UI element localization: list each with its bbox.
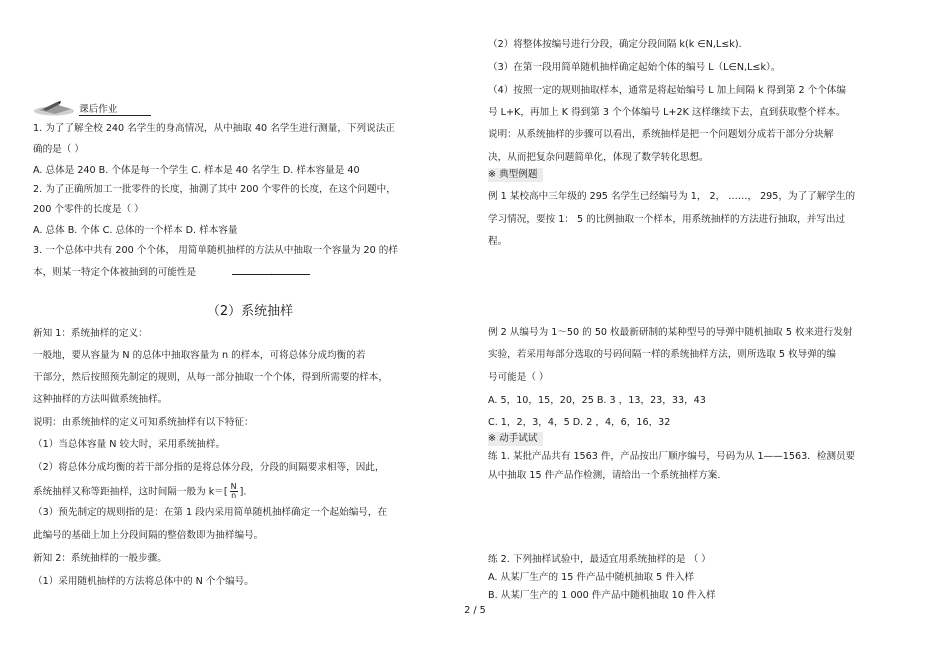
step-line: 号 L+K，再加上 K 得到第 3 个个体编号 L+2K 这样继续下去，直到获取整个样本。	[488, 107, 846, 118]
practice-line: 练 2. 下列抽样试验中，最适宜用系统抽样的是 （ ）	[488, 554, 711, 565]
homework-line: 2. 为了正确所加工一批零件的长度，抽測了其中 200 个零件的长度，在这个问题中，	[33, 184, 396, 195]
step-line: （4）按照一定的规则抽取样本，通常是将起始编号 L 加上间隔 k 得到第 2 个个体编	[488, 85, 846, 96]
fraction	[230, 483, 238, 500]
page-number: 2 / 5	[464, 605, 486, 616]
homework-line: A. 总体 B. 个体 C. 总体的一个样本 D. 样本容量	[33, 225, 238, 236]
fraction-numerator: N	[230, 482, 237, 491]
option-line: C. 1，2，3，4，5 D. 2 ，4，6，16，32	[488, 417, 671, 428]
text-line: 新知 1：系统抽样的定义：	[33, 328, 148, 339]
typical-examples-tag: ※ 典型例题	[488, 168, 543, 182]
homework-line: A. 总体是 240 B. 个体是每一个学生 C. 样本是 40 名学生 D. 样本容量是 40	[33, 165, 360, 176]
example-line: 实验，若采用每部分选取的号码间隔一样的系统抽样方法，则所选取 5 枚导弹的编	[488, 349, 836, 360]
practice-line: 从中抽取 15 件产品作检测，请给出一个系统抽样方案.	[488, 470, 721, 481]
interval-suffix: ].	[239, 486, 247, 498]
text-line: 此编号的基础上加上分段间隔的整倍数即为抽样编号。	[33, 530, 264, 541]
option-line: A. 5，10，15，20，25 B. 3 ，13，23，33，43	[488, 395, 706, 406]
example-line: 号可能是（ ）	[488, 372, 549, 383]
practice-line: B. 从某厂生产的 1 000 件产品中随机抽取 10 件入样	[488, 590, 716, 601]
practice-line: A. 从某厂生产的 15 件产品中随机抽取 5 件入样	[488, 572, 695, 583]
pencil-book-icon	[33, 100, 75, 116]
text-line: 新知 2：系统抽样的一般步骤。	[33, 553, 167, 564]
text-line: （1）采用随机抽样的方法将总体中的 N 个个编号。	[33, 576, 254, 587]
interval-prefix: 系统抽样又称等距抽样，这时间隔一般为 k＝[	[33, 486, 228, 498]
homework-badge	[33, 100, 151, 116]
step-line: 说明：从系统抽样的步骤可以看出，系统抽样是把一个问题划分成若干部分分块解	[488, 129, 834, 140]
hands-on-tag: ※ 动手试试	[488, 432, 543, 446]
example-line: 程。	[488, 236, 508, 247]
step-line: （3）在第一段用简单随机抽样确定起始个体的编号 L（L∈N,L≤k）。	[488, 62, 781, 73]
interval-formula-line	[33, 483, 246, 500]
example-line: 学习情况，要按 1： 5 的比例抽取一个样本，用系统抽样的方法进行抽取，并写出过	[488, 214, 846, 225]
text-line: （2）将总体分成均衡的若干部分指的是将总体分段，分段的间隔要求相等，因此，	[33, 462, 385, 473]
homework-line: 1. 为了了解全校 240 名学生的身高情况，从中抽取 40 名学生进行测量，下列说法正	[33, 123, 395, 134]
fraction-denominator: n	[231, 491, 237, 500]
step-line: 决，从而把复杂问题简单化，体现了数学转化思想。	[488, 152, 709, 163]
q3-tail-text: 本，则某一特定个体被抽到的可能性是	[33, 267, 197, 278]
text-line: （3）预先制定的规则指的是：在第 1 段内采用简单随机抽样确定一个起始编号，在	[33, 507, 388, 518]
text-line: 这种抽样的方法叫做系统抽样。	[33, 394, 168, 405]
text-line: （1）当总体容量 N 较大时，采用系统抽样。	[33, 439, 226, 450]
text-line: 一般地，要从容量为 N 的总体中抽取容量为 n 的样本，可将总体分成均衡的若	[33, 350, 366, 361]
practice-line: 练 1. 某批产品共有 1563 件，产品按出厂顺序编号，号码为从 1——1563．检测员要	[488, 451, 856, 462]
text-line: 干部分，然后按照预先制定的规则，从每一部分抽取一个个体，得到所需要的样本，	[33, 372, 388, 383]
blank-dot: .	[270, 267, 274, 278]
homework-line: 3. 一个总体中共有 200 个个体， 用简单随机抽样的方法从中抽取一个容量为 20 的样	[33, 245, 398, 256]
section-title: （2）系统抽样	[206, 304, 294, 319]
homework-line: 200 个零件的长度是（ ）	[33, 204, 144, 215]
homework-line: 确的是（ ）	[33, 144, 85, 155]
example-line: 例 1 某校高中三年级的 295 名学生已经编号为 1， 2， ……， 295，为了了解学生的	[488, 191, 856, 202]
homework-label: 课后作业	[79, 104, 118, 115]
homework-line	[33, 264, 313, 280]
example-line: 例 2 从编号为 1～50 的 50 枚最新研制的某种型号的导弹中随机抽取 5 枚来进行发射	[488, 327, 853, 338]
text-line: 说明：由系统抽样的定义可知系统抽样有以下特征：	[33, 417, 254, 428]
step-line: （2）将整体按编号进行分段，确定分段间隔 k(k ∈N,L≤k).	[488, 39, 742, 50]
